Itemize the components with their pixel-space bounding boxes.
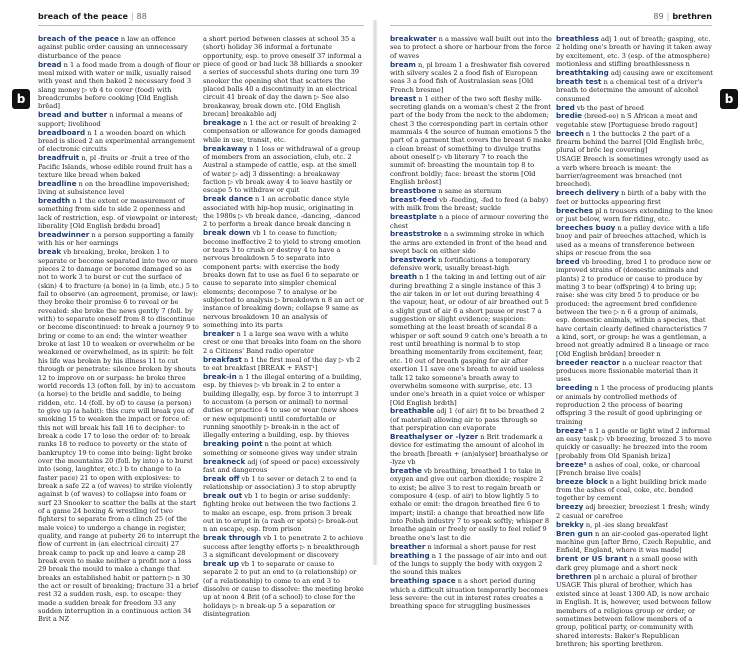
entry-headword: breakaway — [203, 143, 247, 153]
header-rule-right — [390, 25, 712, 26]
left-page-header — [38, 12, 147, 21]
entry-definition: pl n trousers extending to the knee or just below, worn for riding, etc. — [556, 206, 713, 223]
entry-headword: breathless — [556, 34, 599, 43]
entry-definition: n 1 the buttocks 2 the part of a firearm behind the barrel [Old English brēc, plural of brōc leg covering] — [556, 129, 705, 155]
dictionary-entry — [556, 130, 713, 155]
entry-definition: n 1 a gentle or light wind 2 informal an easy task ▷ vb breezing, breezed 3 to move quickly or casually: he breezed into the room [probably from Old Spanish briza] — [556, 426, 712, 460]
entry-definition: n fortifications a temporary defensive work, usually breast-high — [390, 256, 531, 273]
dictionary-entry — [556, 35, 713, 68]
entry-definition: n 1 a large sea wave with a white crest or one that breaks into foam on the shore 2 a Citizens' Band radio operator — [203, 330, 362, 355]
entry-definition: n same as sternum — [436, 186, 502, 195]
entry-headword: breech delivery — [556, 188, 620, 198]
dictionary-entry — [556, 112, 713, 129]
dictionary-column-3 — [390, 34, 552, 611]
entry-definition: adj 1 (of air) fit to be breathed 2 (of material) allowing air to pass through so that perspiration can evaporate — [390, 407, 545, 433]
entry-headword: break through — [203, 533, 262, 543]
entry-definition: n 1 a wooden board on which bread is sliced 2 an experimental arrangement of electronic circuits — [38, 128, 195, 154]
dictionary-entry — [556, 224, 713, 257]
dictionary-entry — [203, 119, 364, 144]
entry-headword: breather — [390, 541, 426, 551]
dictionary-entry — [390, 407, 552, 432]
dictionary-column-2 — [203, 35, 364, 619]
entry-headword: bred — [556, 102, 575, 112]
entry-definition: n an air-cooled gas-operated light machine gun [after Brno, Czech Republic, and Enfield, England, where it was made] — [556, 529, 711, 555]
entry-headword: breaststroke — [390, 229, 442, 239]
dictionary-entry — [556, 530, 713, 555]
entry-definition: n birth of a baby with the feet or buttocks appearing first — [556, 189, 707, 206]
entry-definition: n 1 an acrobatic dance style associated with hip-hop music, originating in the 1980s ▷ vb break dance, -dancing, -danced 2 to perform a break dance break dancing n — [203, 195, 361, 229]
entry-headword: break — [38, 247, 62, 257]
entry-headword: breast — [390, 93, 417, 103]
entry-definition: vb 1 to penetrate 2 to achieve success after lengthy efforts ▷ n breakthrough 3 a significant development or discovery — [203, 534, 364, 560]
entry-headword: breakfast — [203, 354, 242, 364]
entry-definition: vb 1 to begin or arise suddenly: fighting broke out between the two factions 2 to make an escape, esp. from prison 3 break out in to erupt in (a rash or spots) ▷ break-out n an escape, esp. from prison — [203, 492, 359, 534]
entry-headword: breadfruit — [38, 153, 80, 163]
dictionary-entry — [203, 145, 364, 195]
dictionary-entry — [390, 196, 552, 213]
dictionary-entry — [556, 581, 713, 648]
header-separator: | — [666, 12, 670, 21]
dictionary-entry — [38, 35, 200, 60]
entry-definition: adj 1 out of breath; gasping, etc. 2 holding one's breath or having it taken away by excitement, etc. 3 (esp. of the atmosphere) motionless and stifling breathlessness n — [556, 35, 712, 69]
dictionary-column-1 — [38, 34, 200, 624]
dictionary-entry — [203, 195, 364, 228]
right-page-number: 89 — [653, 12, 664, 21]
dictionary-entry — [38, 61, 200, 111]
entry-definition: n, pl bream 1 a freshwater fish covered with silvery scales 2 a food fish of European seas 3 a food fish of Australasian seas [Old French bresme] — [390, 60, 550, 94]
entry-definition: vb 1 to sever or detach 2 to end (a relationship or association) 3 to stop abruptly — [203, 474, 357, 492]
entry-headword: breathtaking — [556, 67, 609, 77]
dictionary-entry — [390, 552, 552, 577]
dictionary-entry — [556, 427, 713, 460]
dictionary-entry — [203, 35, 364, 118]
entry-headword: breakwater — [390, 34, 437, 43]
entry-definition: n informal a short pause for rest — [425, 542, 537, 551]
dictionary-entry — [203, 440, 364, 457]
dictionary-entry — [556, 573, 713, 581]
dictionary-entry — [556, 503, 713, 520]
entry-definition: n a small goose with dark grey plumage and a short neck — [556, 555, 698, 572]
entry-headword: bredie — [556, 111, 583, 121]
dictionary-entry — [203, 330, 364, 355]
right-page-header — [653, 12, 712, 21]
entry-headword: breeze² — [556, 459, 587, 469]
entry-headword: break down — [203, 228, 251, 238]
entry-headword: breach of the peace — [38, 34, 119, 43]
entry-definition: a short period between classes at school 35 a (short) holiday 36 informal a fortunate opportunity, esp. to prove oneself 37 informal a piece of good or bad luck 38 billiards a snooker a series of successful shots during one turn 39 snooker the opening shot that scatters the placed balls 40 a discontinuity in an electrical circuit 41 break of day the dawn ▷ See also breakaway, break down etc. [Old English brecan] breakable adj — [203, 35, 363, 119]
left-page-number: 88 — [136, 12, 147, 21]
dictionary-entry — [556, 258, 713, 358]
entry-headword: brent or US brant — [556, 554, 628, 564]
entry-headword: breadwinner — [38, 230, 90, 240]
entry-headword: breeder reactor — [556, 357, 620, 367]
entry-headword: breadth — [38, 196, 71, 206]
dictionary-entry — [38, 111, 200, 128]
entry-headword: breeches buoy — [556, 222, 616, 232]
dictionary-entry — [203, 560, 364, 618]
dictionary-entry — [556, 384, 713, 426]
dictionary-entry — [390, 95, 552, 187]
entry-headword: breeze¹ — [556, 425, 587, 435]
entry-headword: breastwork — [390, 255, 437, 265]
entry-headword: breakneck — [203, 456, 246, 466]
dictionary-entry — [556, 478, 713, 503]
entry-headword: breakage — [203, 118, 242, 128]
entry-definition: n 1 the illegal entering of a building, esp. by thieves ▷ vb break in 2 to enter a building illegally, esp. by force 3 to interrupt 3 to accustom (a person or animal) to normal duties or practice 4 to use or wear (new shoes or new equipment) until comfortable or running smoothly ▷ break-in n the act of illegally entering a building, esp. by thieves — [203, 372, 362, 440]
entry-definition: n 1 the passage of air into and out of the lungs to supply the body with oxygen 2 the sound this makes — [390, 551, 547, 577]
entry-headword: breeding — [556, 383, 593, 393]
entry-headword: bream — [390, 59, 416, 69]
dictionary-entry — [38, 197, 200, 230]
entry-definition: n informal a means of support; livelihood — [38, 111, 183, 128]
entry-definition: n a swimming stroke in which the arms are extended in front of the head and swept back on either side — [390, 230, 547, 256]
entry-definition: n a piece of armour covering the chest — [390, 213, 549, 230]
header-separator: | — [130, 12, 134, 21]
entry-headword: brethren — [556, 571, 592, 581]
entry-headword: breech — [556, 128, 584, 138]
dictionary-entry — [390, 273, 552, 407]
dictionary-entry — [390, 230, 552, 255]
entry-headword: brekky — [556, 519, 584, 529]
entry-definition: vb the past of breed — [574, 103, 644, 112]
entry-definition: n 1 loss or withdrawal of a group of members from an association, club, etc. 2 Austral a stampede of cattle, esp. at the smell of water ▷ adj 3 dissenting: a breakaway faction ▷ vb break away 4 to leave hastily or escape 5 to withdraw or quit — [203, 144, 360, 195]
entry-headword: breath test — [556, 76, 602, 86]
dictionary-entry — [556, 461, 713, 478]
entry-headword: Bren gun — [556, 528, 593, 538]
entry-definition: n 1 the act or result of breaking 2 compensation or allowance for goods damaged while in use, transit, etc. — [203, 119, 361, 144]
entry-definition: vb breeding, bred 1 to produce new or improved strains of (domestic animals and plants) 2 to produce or cause to produce by mating 3 to bear (offspring) 4 to bring up; raise: she was city bred 5 to produce or be produced: the agreement bred confidence between the two ▷ n 6 a group of animals, esp. domestic animals, within a species, that have certain clearly defined characteristics 7 a kind, sort, or group: he was a gentleman, a breed not greatly admired 8 a lineage or race [Old English brēdan] breeder n — [556, 257, 712, 358]
dictionary-entry — [390, 35, 552, 60]
dictionary-entry — [556, 359, 713, 384]
header-rule-left — [38, 25, 364, 26]
dictionary-column-4 — [556, 34, 713, 648]
entry-headword: breezy — [556, 502, 584, 512]
page-gutter — [372, 20, 378, 565]
entry-definition: pl n archaic a plural of brother — [591, 572, 698, 581]
dictionary-entry — [38, 231, 200, 248]
entry-definition: n 1 the first meal of the day ▷ vb 2 to eat breakfast [BREAK + FAST¹] — [203, 355, 361, 372]
entry-definition: n 1 the taking in and letting out of air during breathing 2 a single instance of this 3 the air taken in or let out during breathing 4 the vapour, heat, or odour of air breathed out 5 a slight gust of air 6 a short pause or rest 7 a suggestion or slight evidence; suspicion: something at the least breath of scandal 8 a whisper or soft sound 9 catch one's breath a to rest until breathing is normal b to stop breathing momentarily from excitement, fear, etc. 10 out of breath gasping for air after exertion 11 save one's breath to avoid useless talk 12 take someone's breath away to overwhelm someone with surprise, etc. 13 under one's breath in a quiet voice or whisper [Old English brǣth] — [390, 273, 549, 407]
entry-definition: n ashes of coal, coke, or charcoal [French braise live coals] — [556, 460, 701, 477]
entry-headword: breast-feed — [390, 194, 438, 204]
dictionary-entry — [556, 78, 713, 103]
dictionary-entry — [38, 129, 200, 154]
entry-headword: breathable — [390, 406, 435, 416]
dictionary-entry — [390, 256, 552, 273]
dictionary-entry — [390, 467, 552, 542]
entry-headword: break off — [203, 473, 240, 483]
entry-definition: n on the breadline impoverished; living at subsistence level — [38, 179, 190, 197]
entry-definition: (breed-ee) n S African a meat and vegetable stew [Portuguese bredo ragout] — [556, 112, 698, 129]
dictionary-entry — [390, 61, 552, 94]
entry-definition: n, pl -fruits or -fruit a tree of the Pacific Islands, whose edible round fruit has a texture like bread when baked — [38, 154, 193, 179]
entry-headword: breastbone — [390, 185, 437, 195]
entry-headword: breathing — [390, 550, 430, 560]
dictionary-entry — [38, 180, 200, 197]
entry-definition: n the point at which something or someone gives way under strain — [203, 440, 358, 457]
dictionary-entry — [390, 577, 552, 610]
entry-headword: Breathalyser or -lyzer — [390, 432, 479, 442]
entry-headword: breathe — [390, 466, 422, 476]
dictionary-entry — [203, 458, 364, 475]
entry-definition: adj breezier, breeziest 1 fresh; windy 2 casual or carefree — [556, 503, 710, 520]
entry-definition: n a pulley device with a life buoy and pair of breeches attached, which is used as a means of transference between ships or rescue from the sea — [556, 223, 710, 257]
entry-definition: vb -feeding, -fed to feed (a baby) with milk from the breast; suckle — [390, 195, 549, 213]
thumb-index-tab-right: b — [720, 89, 738, 109]
entry-definition: adj (of speed or pace) excessively fast and dangerous — [203, 457, 360, 474]
entry-headword: breastplate — [390, 212, 437, 222]
dictionary-entry — [203, 492, 364, 534]
entry-headword: breath — [390, 272, 417, 282]
entry-definition: n 1 a food made from a dough of flour or meal mixed with water or milk, usually raised with yeast and then baked 2 necessary food 3 slang money ▷ vb 4 to cover (food) with breadcrumbs before cooking [Old English brēad] — [38, 60, 200, 111]
dictionary-entry — [556, 189, 713, 206]
entry-headword: breed — [556, 256, 580, 266]
entry-headword: breaker — [203, 329, 235, 338]
entry-definition: n, pl -ies slang breakfast — [583, 520, 669, 529]
entry-definition: n a person supporting a family with his or her earnings — [38, 231, 194, 248]
entry-definition: adj causing awe or excitement — [608, 68, 713, 77]
entry-headword: breeches — [556, 205, 593, 215]
dictionary-entry — [203, 356, 364, 373]
entry-definition: n a light building brick made from the ashes of coal, coke, etc. bonded together by cement — [556, 477, 707, 503]
entry-headword: breeze block — [556, 476, 608, 486]
entry-definition: n a short period during which a difficult situation temporarily becomes less severe: the cut in interest rates creates a breathing space for struggling businesses — [390, 577, 548, 611]
entry-headword: break up — [203, 559, 239, 569]
entry-definition: vb 1 to separate or cause to separate 2 to put an end to (a relationship) or (of a relationship) to come to an end 3 to dissolve or cause to dissolve: the meeting broke up at noon 4 Brit (of a school) to close for the holidays ▷ n break-up 5 a separation or disintegration — [203, 560, 364, 619]
dictionary-entry — [556, 155, 713, 188]
dictionary-entry — [556, 555, 713, 572]
entry-headword: breaking point — [203, 439, 263, 449]
right-guide-word: brethren — [672, 12, 712, 21]
entry-headword: bread — [38, 59, 62, 69]
dictionary-entry — [203, 373, 364, 440]
dictionary-entry — [556, 207, 713, 224]
thumb-index-tab-left: b — [12, 89, 30, 109]
entry-definition: vb breathing, breathed 1 to take in oxygen and give out carbon dioxide; respire 2 to exist; be alive 3 to rest to regain breath or composure 4 (esp. of air) to blow lightly 5 to exhale or emit: the dragon breathed fire 6 to impart; instil: a change that breathed new life into Polish industry 7 to speak softly; whisper 8 breathe again or freely or easily to feel relief 9 breathe one's last to die — [390, 467, 550, 542]
dictionary-entry — [38, 154, 200, 179]
entry-definition: vb breaking, broke, broken 1 to separate or become separated into two or more pieces 2 to damage or become damaged so as not to work 3 to burst or cut the surface of (skin) 4 to fracture (a bone) in (a limb, etc.) 5 to fail to observe (an agreement, promise, or law): they broke their promise 6 to reveal or be revealed: she broke the news gently 7 (foll. by with) to separate oneself from 8 to discontinue or become discontinued: to break a journey 9 to bring or come to an end: the winter weather broke at last 10 to weaken or overwhelm or be weakened or overwhelmed, as in spirit: he felt his life was broken by his illness 11 to cut through or penetrate: silence broken by shouts 12 to improve on or surpass: he broke three world records 13 (often foll. by in) to accustom (a horse) to the bridle and saddle, to being ridden, etc. 14 (foll. by of) to cause (a person) to give up (a habit): this cure will break you of smoking 15 to weaken the impact or force of: this net will break his fall 16 to decipher: to break a code 17 to lose the order of: to break ranks 18 to reduce to poverty or the state of bankruptcy 19 to come into being: light broke over the mountains 20 (foll. by into) a to burst into (song, laughter, etc.) b to change to (a faster pace) 21 to open with explosives: to break a safe 22 a (of waves) to strike violently against b (of waves) to collapse into foam or surf 23 Snooker to scatter the balls at the start of a game 24 boxing & wrestling (of two fighters) to separate from a clinch 25 (of the male voice) to undergo a change in register, quality, and range at puberty 26 to interrupt the flow of current in (an electrical circuit) 27 break camp to pack up and leave a camp 28 break even to make neither a profit nor a loss 29 break the mould to make a change that breaks an established habit or pattern ▷ n 30 the act or result of breaking; fracture 31 a brief rest 32 a sudden rush, esp. to escape: they made a sudden break for freedom 33 any sudden interruption in a continuous action 34 Brit a NZ — [38, 248, 200, 624]
entry-headword: breathing space — [390, 576, 456, 586]
entry-headword: break-in — [203, 371, 237, 381]
dictionary-entry — [203, 229, 364, 329]
dictionary-entry — [38, 248, 200, 623]
entry-definition: n 1 either of the two soft fleshy milk-secreting glands on a woman's chest 2 the front part of the body from the neck to the abdomen; chest 3 the corresponding part in certain other mammals 4 the source of human emotions 5 the part of a garment that covers the breast 6 make a clean breast of something to divulge truths about oneself ▷ vb literary 7 to reach the summit of: breasting the mountain top 8 to confront boldly; face: breast the storm [Old English brēost] — [390, 94, 552, 187]
entry-headword: break out — [203, 491, 243, 501]
dictionary-entry — [203, 534, 364, 559]
entry-definition: n a massive wall built out into the sea to protect a shore or harbour from the force of waves — [390, 35, 552, 60]
dictionary-entry — [390, 213, 552, 230]
dictionary-entry — [203, 475, 364, 492]
entry-headword: bread and butter — [38, 110, 108, 120]
entry-definition: n Brit trademark a device for estimating the amount of alcohol in the breath [breath + (an)alyser] breathalyse or -lyze vb — [390, 433, 549, 467]
left-guide-word: breach of the peace — [38, 12, 128, 21]
entry-definition: n 1 the process of producing plants or animals by controlled methods of reproduction 2 the process of bearing offspring 3 the result of good upbringing or training — [556, 384, 713, 426]
entry-definition: USAGE This plural of brother, which has existed since at least 1300 AD, is now archaic in English. It is, however, used between fellow members of a religious group or order, or sometimes between fellow members of a group, political party, or community with shared interests: Baker's Republican brethren; his sporting brethren. — [556, 581, 712, 648]
entry-headword: breadline — [38, 178, 77, 188]
entry-definition: vb 1 to cease to function; become ineffective 2 to yield to strong emotion or tears 3 to crush or destroy 4 to have a nervous breakdown 5 to separate into component parts: with exercise the body breaks down fat to use as fuel 6 to separate or cause to separate into simpler chemical elements; decompose 7 to analyse or be subjected to analysis ▷ breakdown n 8 an act or instance of breaking down; collapse 9 same as nervous breakdown 10 an analysis of something into its parts — [203, 229, 364, 330]
entry-definition: n a nuclear reactor that produces more fissionable material than it uses — [556, 358, 702, 384]
entry-headword: breadboard — [38, 127, 86, 137]
dictionary-entry — [390, 433, 552, 466]
entry-definition: n 1 the extent or measurement of something from side to side 2 openness and lack of restriction, esp. of viewpoint or interest; liberality [Old English brǣdu broad] — [38, 197, 198, 231]
entry-definition: n law an offence against public order causing an unnecessary disturbance of the peace — [38, 35, 188, 60]
entry-definition: USAGE Breech is sometimes wrongly used as a verb where breach is meant: the barrier/agreement was breached (not breeched). — [556, 155, 709, 189]
entry-headword: break dance — [203, 194, 253, 204]
entry-definition: n a chemical test of a driver's breath to determine the amount of alcohol consumed — [556, 77, 703, 103]
